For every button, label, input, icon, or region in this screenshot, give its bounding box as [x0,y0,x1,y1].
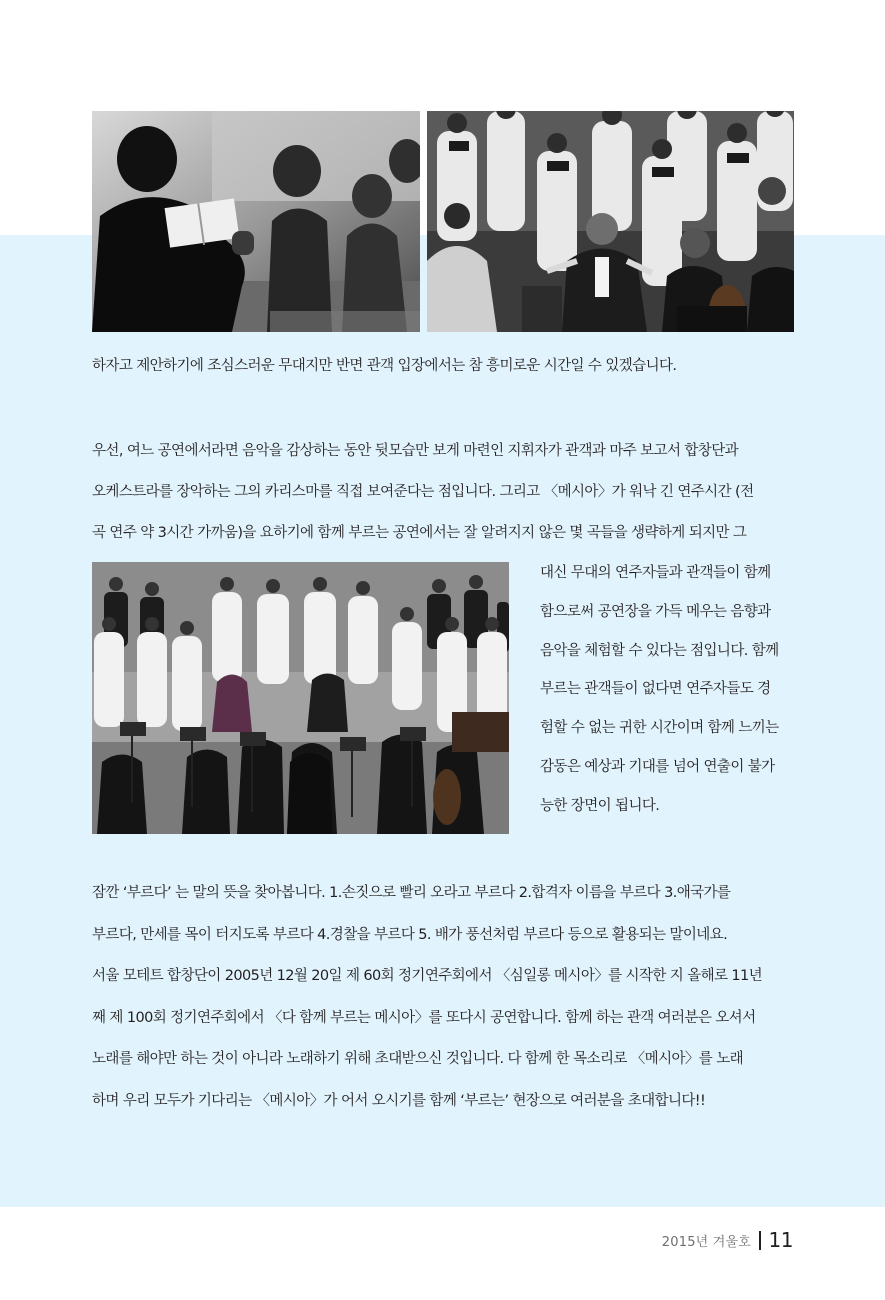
issue-label: 2015년 겨울호 [661,1234,752,1250]
text-line: 험할 수 없는 귀한 시간이며 함께 느끼는 [540,720,779,737]
photo-stage-performance [92,562,509,834]
text-line: 감동은 예상과 기대를 넘어 연출이 불가 [540,758,775,775]
paragraph-wrap-beside-photo [540,554,800,826]
photo-conductor-facing-audience [92,111,420,332]
paragraph-intro-continuation [92,351,676,382]
text-line: 째 제 100회 정기연주회에서 〈다 함께 부르는 메시아〉를 또다시 공연합니다. 함께 하는 관객 여러분은 오셔서 [92,1009,756,1026]
text-line: 음악을 체험할 수 있다는 점입니다. 함께 [540,642,779,659]
photo-conductor-with-choir [427,111,794,332]
text-line: 잠깐 ‘부르다’ 는 말의 뜻을 찾아봅니다. 1.손짓으로 빨리 오라고 부르다 2.합격자 이름을 부르다 3.애국가를 [92,885,731,901]
page-footer [662,1228,793,1252]
text-line: 함으로써 공연장을 가득 메우는 음향과 [540,603,771,620]
page-number: 11 [768,1228,793,1252]
text-line: 능한 장면이 됩니다. [540,797,660,814]
paragraph-meaning-of-bureuda [92,873,762,1122]
text-line: 하자고 제안하기에 조심스러운 무대지만 반면 관객 입장에서는 참 흥미로운 시간일 수 있겠습니다. [92,358,677,374]
text-line: 서울 모테트 합창단이 2005년 12월 20일 제 60회 정기연주회에서 〈심일롱 메시아〉를 시작한 지 올해로 11년 [92,968,763,984]
paragraph-conductor-charisma [92,431,753,554]
text-line: 부르다, 만세를 목이 터지도록 부르다 4.경찰을 부르다 5. 배가 풍선처럼 부르다 등으로 활용되는 말이네요. [92,926,728,943]
page-bottom-band [0,1207,885,1300]
text-line: 하며 우리 모두가 기다리는 〈메시아〉가 어서 오시기를 함께 ‘부르는’ 현장으로 여러분을 초대합니다!! [92,1092,706,1109]
text-line: 부르는 관객들이 없다면 연주자들도 경 [540,681,771,698]
footer-divider [759,1231,761,1250]
text-line: 노래를 해야만 하는 것이 아니라 노래하기 위해 초대받으신 것입니다. 다 함께 한 목소리로 〈메시아〉를 노래 [92,1051,744,1067]
text-line: 대신 무대의 연주자들과 관객들이 함께 [540,565,771,581]
text-line: 오케스트라를 장악하는 그의 카리스마를 직접 보여준다는 점입니다. 그리고 〈메시아〉가 워낙 긴 연주시간 (전 [92,484,754,500]
text-line: 우선, 여느 공연에서라면 음악을 감상하는 동안 뒷모습만 보게 마련인 지휘자가 관객과 마주 보고서 합창단과 [92,443,739,459]
text-line: 곡 연주 약 3시간 가까움)을 요하기에 함께 부르는 공연에서는 잘 알려지지 않은 몇 곡들을 생략하게 되지만 그 [92,525,747,541]
